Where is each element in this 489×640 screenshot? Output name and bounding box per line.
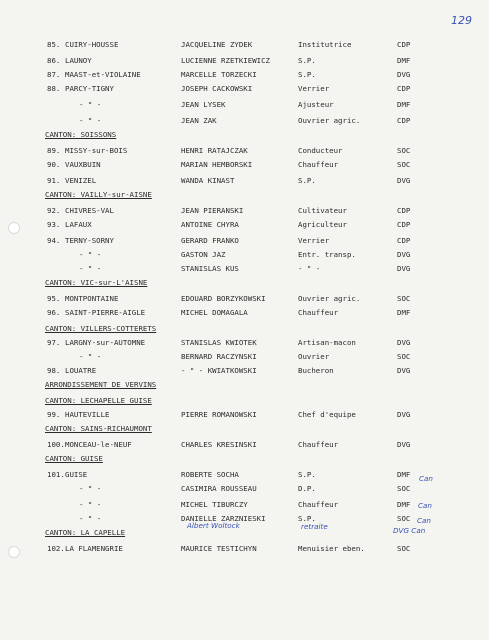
entry-commune — [47, 306, 145, 320]
commune-name: - " - — [79, 484, 102, 493]
entry-code: SOC — [397, 484, 411, 493]
entry-number: 92. — [47, 206, 61, 215]
handwritten-code-note: DVG Can — [393, 526, 426, 535]
entry-row — [0, 218, 489, 232]
entry-occupation: Verrier — [298, 84, 330, 93]
commune-name: MISSY-sur-BOIS — [65, 146, 128, 155]
entry-row — [0, 482, 489, 496]
commune-name: LARGNY-sur-AUTOMNE — [65, 338, 146, 347]
entry-code: SOC — [397, 514, 411, 523]
entry-occupation: S.P. — [298, 470, 316, 479]
handwritten-code-note: Can — [417, 516, 431, 525]
commune-name: LAFAUX — [65, 220, 92, 229]
commune-name: - " - — [79, 352, 102, 361]
entry-row — [0, 38, 489, 52]
entry-occupation: Menuisier eben. — [298, 544, 365, 553]
entry-commune — [47, 204, 114, 218]
entry-commune — [47, 114, 101, 128]
canton-label: CANTON: LA CAPELLE — [45, 528, 126, 537]
entry-code: DMF — [397, 308, 411, 317]
entry-name: GERARD FRANKO — [181, 236, 239, 245]
entry-row — [0, 292, 489, 306]
canton-label: CANTON: SAINS-RICHAUMONT — [45, 424, 152, 433]
entry-occupation: Verrier — [298, 236, 330, 245]
entry-name: STANISLAS KWIOTEK — [181, 338, 257, 347]
entry-number: 93. — [47, 220, 61, 229]
canton-label: CANTON: LECHAPELLE GUISE — [45, 396, 152, 405]
entry-occupation: S.P. — [298, 514, 316, 523]
entry-row — [0, 248, 489, 262]
entry-name: STANISLAS KUS — [181, 264, 239, 273]
canton-label: CANTON: VILLERS-COTTERETS — [45, 324, 157, 333]
entry-occupation: Agriculteur — [298, 220, 347, 229]
entry-name: CASIMIRA ROUSSEAU — [181, 484, 257, 493]
entry-occupation: Chef d'equipe — [298, 410, 356, 419]
handwritten-name-note: Albert Woltock — [187, 521, 240, 530]
entry-row — [0, 54, 489, 68]
entry-code: CDP — [397, 40, 411, 49]
entry-row — [0, 82, 489, 96]
commune-name: HAUTEVILLE — [65, 410, 110, 419]
entry-commune — [47, 218, 92, 232]
entry-code: DMF — [397, 56, 411, 65]
entry-number: 95. — [47, 294, 61, 303]
commune-name: VENIZEL — [65, 176, 97, 185]
handwritten-code-note: Can — [418, 501, 432, 510]
entry-commune — [47, 68, 141, 82]
entry-name: - " - KWIATKOWSKI — [181, 366, 257, 375]
entry-code: DVG — [397, 338, 411, 347]
entry-commune — [47, 292, 118, 306]
entry-row — [0, 542, 489, 556]
entry-occupation: Cultivateur — [298, 206, 347, 215]
entry-occupation: Bucheron — [298, 366, 334, 375]
entry-commune — [47, 364, 96, 378]
entry-commune — [47, 158, 101, 172]
entry-number: 94. — [47, 236, 61, 245]
entry-number: 98. — [47, 366, 61, 375]
entry-number: 87. — [47, 70, 61, 79]
entry-name: GASTON JAZ — [181, 250, 226, 259]
entry-commune — [47, 248, 101, 262]
canton-label: CANTON: SOISSONS — [45, 130, 117, 139]
entry-occupation: S.P. — [298, 56, 316, 65]
canton-label: ARRONDISSEMENT DE VERVINS — [45, 380, 157, 389]
canton-heading — [0, 322, 489, 336]
canton-heading — [0, 452, 489, 466]
entry-commune — [47, 512, 101, 526]
entry-number: 89. — [47, 146, 61, 155]
entry-occupation: S.P. — [298, 70, 316, 79]
canton-label: CANTON: VIC-sur-L'AISNE — [45, 278, 148, 287]
entry-number: 96. — [47, 308, 61, 317]
entry-name: LUCIENNE RZETKIEWICZ — [181, 56, 270, 65]
entry-occupation: S.P. — [298, 176, 316, 185]
commune-name: GUISE — [65, 470, 88, 479]
handwritten-code-note: Can — [419, 474, 433, 483]
entry-number: 101. — [47, 470, 65, 479]
entry-row — [0, 234, 489, 248]
entry-name: JOSEPH CACKOWSKI — [181, 84, 253, 93]
entry-occupation: Artisan-macon — [298, 338, 356, 347]
entry-number: 100. — [47, 440, 65, 449]
entry-name: JACQUELINE ZYDEK — [181, 40, 253, 49]
entry-row — [0, 408, 489, 422]
entry-code: SOC — [397, 146, 411, 155]
commune-name: - " - — [79, 100, 102, 109]
entry-commune — [47, 174, 96, 188]
entry-row — [0, 144, 489, 158]
entry-commune — [47, 498, 101, 512]
entry-code: DVG — [397, 366, 411, 375]
commune-name: - " - — [79, 250, 102, 259]
commune-name: CHIVRES-VAL — [65, 206, 114, 215]
commune-name: MONCEAU-le-NEUF — [65, 440, 132, 449]
entry-name: MICHEL TIBURCZY — [181, 500, 248, 509]
commune-name: - " - — [79, 264, 102, 273]
entry-occupation: Chauffeur — [298, 500, 339, 509]
entry-row — [0, 174, 489, 188]
canton-heading — [0, 378, 489, 392]
entry-code: SOC — [397, 544, 411, 553]
entry-name: EDOUARD BORZYKOWSKI — [181, 294, 266, 303]
entry-occupation: Ouvrier agric. — [298, 294, 361, 303]
entry-occupation: Institutrice — [298, 40, 352, 49]
commune-name: - " - — [79, 500, 102, 509]
entry-code: CDP — [397, 220, 411, 229]
entry-name: JEAN ZAK — [181, 116, 217, 125]
entry-row — [0, 468, 489, 482]
entry-code: DVG — [397, 440, 411, 449]
entry-commune — [47, 468, 87, 482]
entry-code: DMF — [397, 500, 411, 509]
commune-name: VAUXBUIN — [65, 160, 101, 169]
entry-row — [0, 336, 489, 350]
entry-commune — [47, 82, 114, 96]
entry-name: WANDA KINAST — [181, 176, 235, 185]
entry-row — [0, 98, 489, 112]
commune-name: LA FLAMENGRIE — [65, 544, 123, 553]
entry-name: HENRI RATAJCZAK — [181, 146, 248, 155]
entry-number: 85. — [47, 40, 61, 49]
entry-commune — [47, 54, 92, 68]
entry-row — [0, 364, 489, 378]
entry-code: DVG — [397, 264, 411, 273]
entry-commune — [47, 408, 110, 422]
entry-row — [0, 262, 489, 276]
entry-commune — [47, 144, 127, 158]
entry-occupation: Ajusteur — [298, 100, 334, 109]
entry-number: 99. — [47, 410, 61, 419]
commune-name: - " - — [79, 514, 102, 523]
entry-row — [0, 306, 489, 320]
entry-row — [0, 158, 489, 172]
commune-name: MONTPONTAINE — [65, 294, 119, 303]
commune-name: PARCY-TIGNY — [65, 84, 114, 93]
entry-number: 88. — [47, 84, 61, 93]
entry-code: DVG — [397, 250, 411, 259]
entry-occupation: Chauffeur — [298, 308, 339, 317]
commune-name: LAUNOY — [65, 56, 92, 65]
entry-row — [0, 438, 489, 452]
entry-name: ANTOINE CHYRA — [181, 220, 239, 229]
entry-name: ROBERTE SOCHA — [181, 470, 239, 479]
entry-row — [0, 498, 489, 512]
canton-heading — [0, 394, 489, 408]
entry-commune — [47, 482, 101, 496]
entry-code: DVG — [397, 176, 411, 185]
entry-occupation: D.P. — [298, 484, 316, 493]
entry-code: DMF — [397, 470, 411, 479]
entry-commune — [47, 38, 118, 52]
entry-commune — [47, 234, 114, 248]
entry-code: DVG — [397, 410, 411, 419]
entry-name: JEAN PIERANSKI — [181, 206, 244, 215]
commune-name: CUIRY-HOUSSE — [65, 40, 119, 49]
entry-commune — [47, 350, 101, 364]
entry-code: CDP — [397, 84, 411, 93]
entry-row — [0, 350, 489, 364]
commune-name: SAINT-PIERRE-AIGLE — [65, 308, 146, 317]
entry-number: 102. — [47, 544, 65, 553]
entry-name: MAURICE TESTICHYN — [181, 544, 257, 553]
entry-code: CDP — [397, 116, 411, 125]
entry-code: SOC — [397, 352, 411, 361]
entry-row — [0, 114, 489, 128]
entry-code: CDP — [397, 236, 411, 245]
entry-occupation: - " - — [298, 264, 321, 273]
entry-number: 91. — [47, 176, 61, 185]
entry-name: MICHEL DOMAGALA — [181, 308, 248, 317]
commune-name: - " - — [79, 116, 102, 125]
entry-commune — [47, 438, 132, 452]
entry-row — [0, 512, 489, 526]
entry-commune — [47, 262, 101, 276]
page-number: 129 — [451, 14, 472, 27]
commune-name: TERNY-SORNY — [65, 236, 114, 245]
entry-name: MARCELLE TORZECKI — [181, 70, 257, 79]
entry-name: PIERRE ROMANOWSKI — [181, 410, 257, 419]
entry-name: MARIAN HEMBORSKI — [181, 160, 253, 169]
entry-occupation: Ouvrier agric. — [298, 116, 361, 125]
canton-label: CANTON: GUISE — [45, 454, 103, 463]
entry-occupation: Chauffeur — [298, 160, 339, 169]
entry-code: DVG — [397, 70, 411, 79]
entry-commune — [47, 336, 145, 350]
entry-code: SOC — [397, 294, 411, 303]
entry-row — [0, 68, 489, 82]
entry-name: JEAN LYSEK — [181, 100, 226, 109]
entry-name: DANIELLE ZARZNIESKI — [181, 514, 266, 523]
entry-code: CDP — [397, 206, 411, 215]
entry-commune — [47, 98, 101, 112]
entry-number: 86. — [47, 56, 61, 65]
canton-heading — [0, 128, 489, 142]
canton-heading — [0, 276, 489, 290]
handwritten-occupation-note: retraite — [301, 522, 328, 531]
entry-code: DMF — [397, 100, 411, 109]
entry-code: SOC — [397, 160, 411, 169]
canton-heading — [0, 422, 489, 436]
commune-name: LOUATRE — [65, 366, 97, 375]
entry-commune — [47, 542, 123, 556]
entry-occupation: Entr. transp. — [298, 250, 356, 259]
entry-number: 90. — [47, 160, 61, 169]
entry-occupation: Ouvrier — [298, 352, 330, 361]
commune-name: MAAST-et-VIOLAINE — [65, 70, 141, 79]
entry-occupation: Conducteur — [298, 146, 343, 155]
canton-heading — [0, 188, 489, 202]
entry-name: BERNARD RACZYNSKI — [181, 352, 257, 361]
entry-row — [0, 204, 489, 218]
entry-occupation: Chauffeur — [298, 440, 339, 449]
canton-label: CANTON: VAILLY-sur-AISNE — [45, 190, 152, 199]
entry-name: CHARLES KRESINSKI — [181, 440, 257, 449]
entry-number: 97. — [47, 338, 61, 347]
